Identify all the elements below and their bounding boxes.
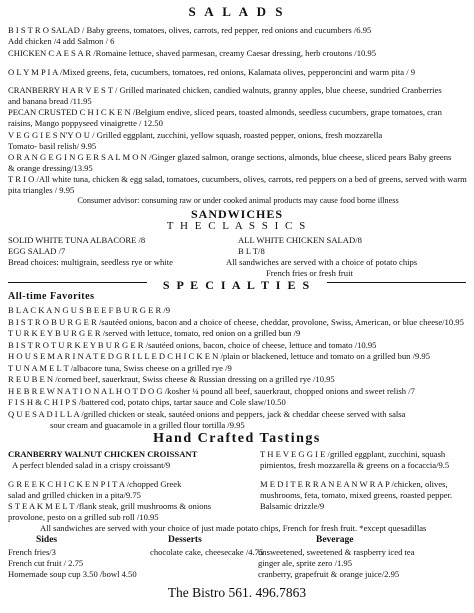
sandwiches-heading: SANDWICHES [190,207,284,221]
consumer-advisory: Consumer advisor: consuming raw or under cooked animal products may cause food borne illness [77,196,399,205]
item-tunamelt: T U N A M E L T /albacore tuna, Swiss cheese on a grilled rye /9 [8,363,232,373]
tasting-greek-chicken-pita-cont: salad and grilled chicken in a pita/9.75 [8,490,141,500]
salad-veggies-cont: Tomato- basil relish/ 9.95 [8,141,97,151]
item-bistro-turkeyburger: B I S T R O T U R K E Y B U R G E R /sautéed onions, bacon, choice of cheese, lettuce and tomato /10.95 [8,340,377,350]
sides-heading: Sides [36,535,58,545]
item-hebrew-national-hotdog: H E B R E W N A T I O N A L H O T D O G /kosher ¼ pound all beef, sauerkraut, chopped onions and sweet relish /7 [8,386,415,396]
sandwich-sides-note-cont: French fries or fresh fruit [266,268,353,278]
classics-subheading: T H E C L A S S I C S [166,220,308,232]
tasting-mediterranean-wrap-cont: mushrooms, feta, tomato, mixed greens, roasted pepper. [260,490,453,500]
salad-pecan-chicken: PECAN CRUSTED C H I C K E N /Belgium endive, sliced pears, toasted almonds, seedless cucumbers, grape tomatoes, cran [8,107,442,117]
item-fish-chips: F I S H & C H I P S /battered cod, potato chips, tartar sauce and Cole slaw/10.50 [8,397,286,407]
salad-pecan-chicken-cont: raisins, Mango poppyseed vinaigrette / 12.50 [8,118,163,128]
tastings-heading: Hand Crafted Tastings [153,431,321,446]
tasting-steakmelt-cont: provolone, pesto on a grilled sub roll /10.95 [8,512,159,522]
tasting-steakmelt: S T E A K M E L T /flank steak, grill mushrooms & onions [8,501,212,511]
salad-trio-cont: pita triangles / 9.95 [8,185,75,195]
dessert-item: chocolate cake, cheesecake /4.75 [150,547,264,557]
salad-olympia: O L Y M P I A /Mixed greens, feta, cucumbers, tomatoes, red onions, Kalamata olives, pepperoncini and warm pita / 9 [8,67,416,77]
tasting-the-veggie-cont: pimientos, fresh mozzarella & greens on a focaccia/9.5 [260,460,450,470]
sandwich-sides-note: All sandwiches are served with a choice of potato chips [226,257,418,267]
beverage-heading: Beverage [316,535,354,545]
item-reuben: R E U B E N /corned beef, sauerkraut, Swiss cheese & Russian dressing on a grilled rye /10.95 [8,374,335,384]
sandwich-blt: B L T/8 [238,246,265,256]
item-quesadilla-cont: sour cream and guacamole in a grilled flour tortilla /9.95 [50,420,245,430]
salad-bistro: B I S T R O SALAD / Baby greens, tomatoes, olives, carrots, red pepper, red onions and cucumbers /6.95 [8,25,372,35]
side-item: French fries/3 [8,547,56,557]
salad-veggies: V E G G I E S N'Y O U / Grilled eggplant, zucchini, yellow squash, roasted pepper, onions, fresh mozzarella [8,130,383,140]
side-item: Homemade soup cup 3.50 /bowl 4.50 [8,569,137,579]
salads-heading: S A L A D S [188,4,286,19]
all-time-favorites-subheading: All-time Favorites [8,292,95,302]
desserts-heading: Desserts [168,535,202,545]
tasting-the-veggie: T H E V E G G I E /grilled eggplant, zucchini, squash [260,449,446,459]
bread-choices: Bread choices: multigrain, seedless rye or white [8,257,173,267]
sandwich-egg-salad: EGG SALAD /7 [8,246,66,256]
salad-addons: Add chicken /4 add Salmon / 6 [8,36,115,46]
sandwich-chicken-salad: ALL WHITE CHICKEN SALAD/8 [238,235,362,245]
item-quesadilla: Q U E S A D I L L A /grilled chicken or steak, sautéed onions and peppers, jack & cheddar cheese served with salsa [8,409,406,419]
tasting-greek-chicken-pita: G R E E K C H I C K E N P I T A /chopped Greek [8,479,182,489]
specialties-heading: S P E C I A L T I E S [147,278,327,293]
tasting-cranberry-croissant-desc: A perfect blended salad in a crispy croissant/9 [12,460,171,470]
tastings-note: All sandwiches are served with your choice of just made potato chips, French for fresh fruit. *except quesadillas [40,523,427,533]
sandwich-tuna: SOLID WHITE TUNA ALBACORE /8 [8,235,146,245]
item-bistro-burger: B I S T R O B U R G E R /sautéed onions, bacon and a choice of cheese, cheddar, provolone, Swiss, American, or blue cheese/10.95 [8,317,464,327]
tasting-mediterranean-wrap: M E D I T E R R A N E A N W R A P /chicken, olives, [260,479,448,489]
item-turkeyburger: T U R K E Y B U R G E R /served with lettuce, tomato, red onion on a grilled bun /9 [8,328,301,338]
salad-chicken-caesar: CHICKEN C A E S A R /Romaine lettuce, shaved parmesan, creamy Caesar dressing, herb croutons /10.95 [8,48,377,58]
side-item: French cut fruit / 2.75 [8,558,84,568]
item-grilled-chicken: H O U S E M A R I N A T E D G R I L L E D C H I C K E N /plain or blackened, lettuce and tomato on a grilled bun /9.95 [8,351,430,361]
footer-phone: The Bistro 561. 496.7863 [167,585,307,600]
salad-cranberry-harvest-cont: and banana bread /11.95 [8,96,92,106]
salad-cranberry-harvest: CRANBERRY H A R V E S T / Grilled marinated chicken, candied walnuts, granny apples, blue cheese, sundried Cranberries [8,85,442,95]
beverage-item: unsweetened, sweetened & raspberry iced tea [258,547,415,557]
item-black-angus-beefburger: B L A C K A N G U S B E E F B U R G E R /9 [8,305,171,315]
salad-orange-ginger-salmon: O R A N G E G I N G E R S A L M O N /Ginger glazed salmon, orange sections, almonds, blue cheese, sliced pears Baby greens [8,152,452,162]
beverage-item: cranberry, grapefruit & orange juice/2.95 [258,569,400,579]
tasting-cranberry-croissant: CRANBERRY WALNUT CHICKEN CROISSANT [8,449,198,459]
tasting-mediterranean-wrap-cont2: Balsamic drizzle/9 [260,501,325,511]
beverage-item: ginger ale, sprite zero /1.95 [258,558,353,568]
salad-trio: T R I O /All white tuna, chicken & egg salad, tomatoes, cucumbers, olives, carrots, red peppers on a bed of greens, served with warm [8,174,467,184]
salad-orange-ginger-salmon-cont: & orange dressing/13.95 [8,163,93,173]
